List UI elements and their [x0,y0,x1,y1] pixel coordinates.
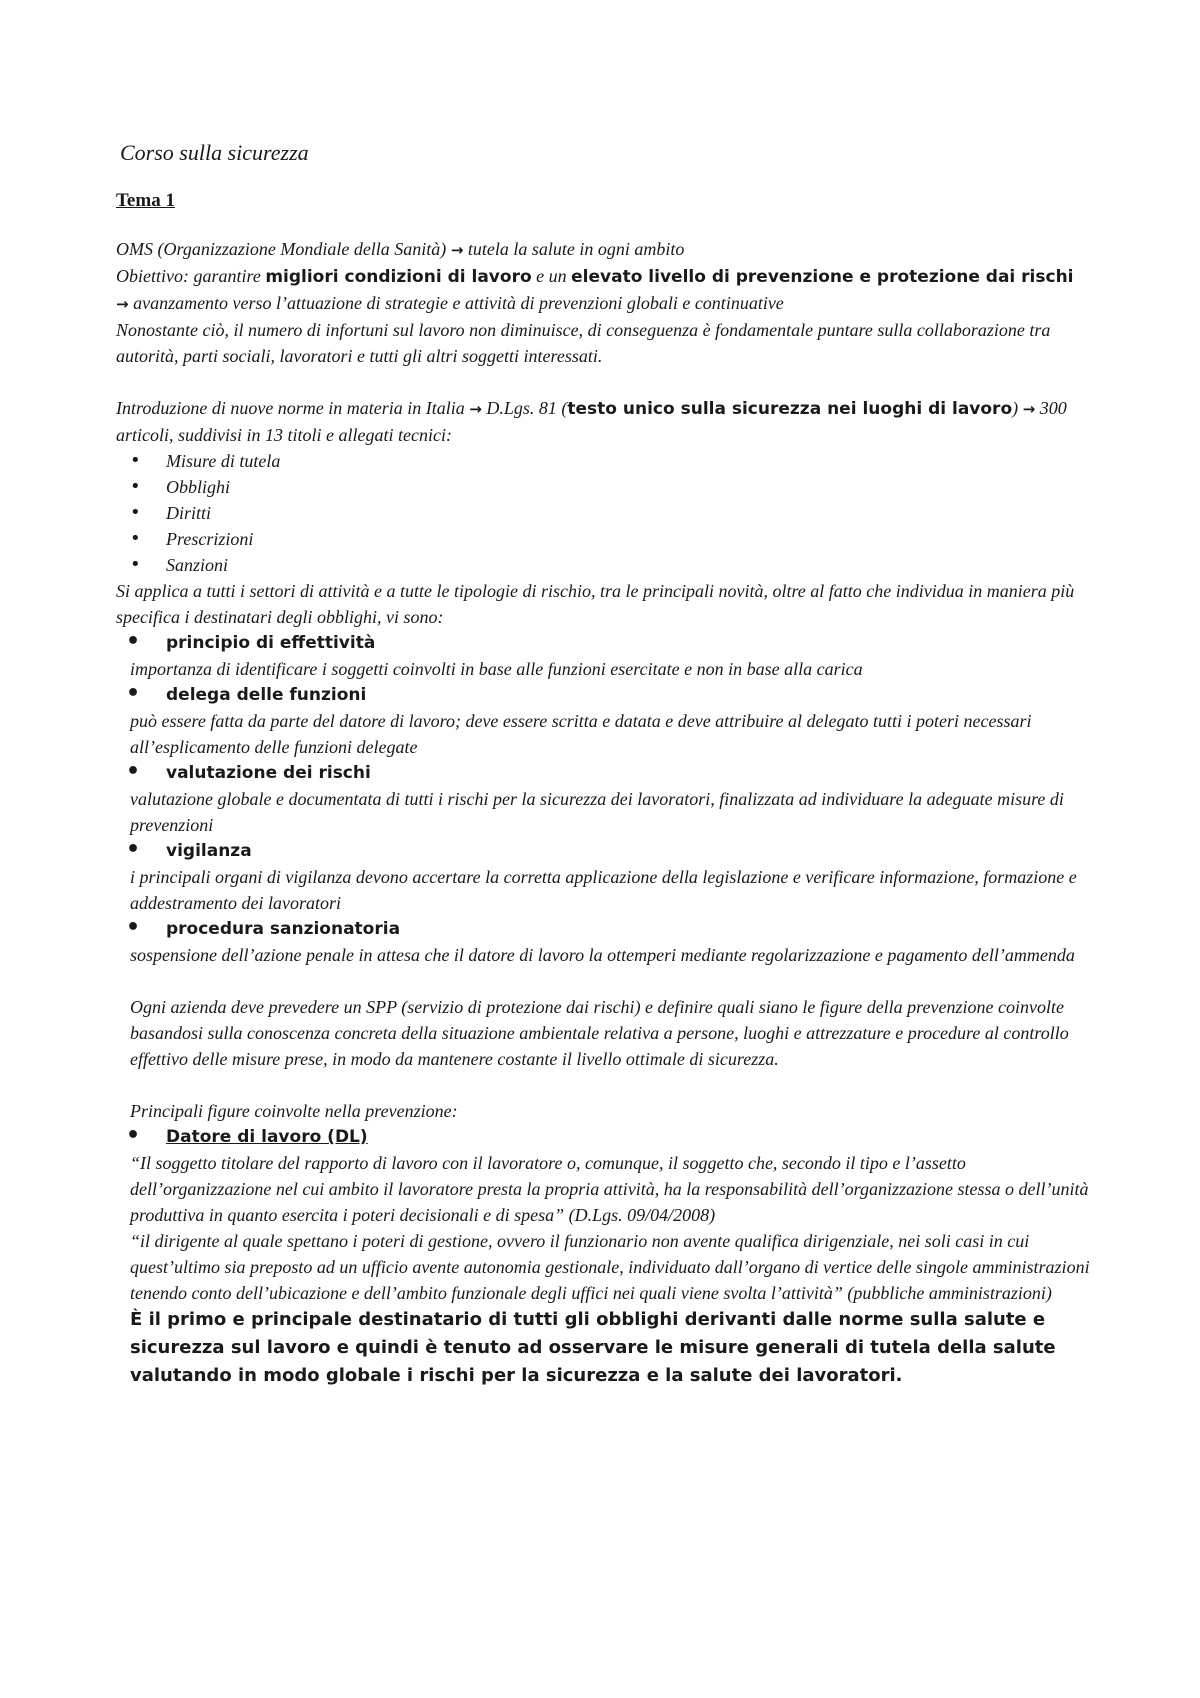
nonostante-paragraph: Nonostante ciò, il numero di infortuni sul lavoro non diminuisce, di conseguenza è fondamentale puntare sulla collaborazione tra autorità, parti sociali, lavoratori e tutti gli altri soggetti interessati. [116,320,1051,366]
novita-heading: • vigilanza [116,838,1096,864]
list-item: • Obblighi [116,474,1096,500]
spacer [116,369,1096,395]
list-item: • Misure di tutela [116,448,1096,474]
section-heading: Tema 1 [116,190,175,211]
arrow-right-icon: → [469,400,482,418]
intro-close: ) [1012,398,1019,418]
arrow-right-icon: → [450,241,464,259]
siapplica-paragraph: Si applica a tutti i settori di attività e a tutte le tipologie di rischio, tra le principali novità, oltre al fatto che individua in maniera più specifica i destinatari degli obblighi, vi sono: [116,581,1075,627]
obiettivo-mid: e un [531,266,572,286]
intro-bold: testo unico sulla sicurezza nei luoghi di lavoro [567,399,1013,419]
datore-summary: È il primo e principale destinatario di tutti gli obblighi derivanti dalle norme sulla salute e sicurezza sul lavoro e quindi è tenuto ad osservare le misure generali di tutela della salute valutando in modo globale i rischi per la sicurezza e la salute dei lavoratori. [130,1309,1056,1386]
list-item: • Prescrizioni [116,526,1096,552]
obiettivo-lead: Obiettivo: garantire [116,266,266,286]
datore-quote-1: “Il soggetto titolare del rapporto di lavoro con il lavoratore o, comunque, il soggetto che, secondo il tipo e l’assetto dell’organizzazione nel cui ambito il lavoratore presta la propria attività, ha la responsabilità dell’organizzazione stessa o dell’unità produttiva in quanto esercita i poteri decisionali e di spesa” (D.Lgs. 09/04/2008) [130,1153,1089,1225]
avanzamento-line [116,290,1096,317]
novita-heading: • valutazione dei rischi [116,760,1096,786]
arrow-right-icon: → [116,295,129,313]
spacer [116,968,1096,994]
ogni-azienda-paragraph: Ogni azienda deve prevedere un SPP (servizio di protezione dai rischi) e definire quali siano le figure della prevenzione coinvolte basandosi sulla conoscenza concreta della situazione ambientale relativa a persone, luoghi e attrezzature e procedure al controllo effettivo delle misure prese, in modo da mantenere costante il livello ottimale di sicurezza. [130,997,1069,1069]
list-item: • Sanzioni [116,552,1096,578]
introduzione-paragraph [116,395,1096,448]
oms-text: OMS (Organizzazione Mondiale della Sanità) [116,239,447,259]
principali-figure-label: Principali figure coinvolte nella prevenzione: [130,1101,458,1121]
oms-line [116,236,1096,263]
intro-articles: 300 articoli, suddivisi in 13 titoli e allegati tecnici: [116,398,1067,445]
obiettivo-bold-2: elevato livello di prevenzione e protezione dai rischi [571,267,1074,287]
document-body [116,140,1096,1390]
novita-desc: valutazione globale e documentata di tutti i rischi per la sicurezza dei lavoratori, finalizzata ad individuare la adeguate misure di prevenzioni [130,789,1064,835]
intro-lead: Introduzione di nuove norme in materia in Italia [116,398,465,418]
titoli-list [116,448,1096,578]
obiettivo-bold-1: migliori condizioni di lavoro [265,267,532,287]
intro-law: D.Lgs. 81 ( [486,398,568,418]
datore-quote-2: “il dirigente al quale spettano i poteri di gestione, ovvero il funzionario non avente qualifica dirigenziale, nei soli casi in cui quest’ultimo sia preposto ad un ufficio avente autonomia gestionale, individuato dall’organo di vertice delle singole amministrazioni tenendo conto dell’ubicazione e dell’ambito funzionale degli uffici nei quali viene svolta l’attività” (pubbliche amministrazioni) [130,1231,1090,1303]
page-title: Corso sulla sicurezza [120,140,309,165]
novita-list [116,630,1096,968]
obiettivo-paragraph [116,263,1096,290]
novita-heading: • procedura sanzionatoria [116,916,1096,942]
novita-desc: importanza di identificare i soggetti coinvolti in base alle funzioni esercitate e non in base alla carica [130,659,863,679]
novita-desc: i principali organi di vigilanza devono accertare la corretta applicazione della legislazione e verificare informazione, formazione e addestramento dei lavoratori [130,867,1077,913]
arrow-right-icon: → [1022,400,1036,418]
novita-desc: può essere fatta da parte del datore di lavoro; deve essere scritta e datata e deve attribuire al delegato tutti i poteri necessari all’esplicamento delle funzioni delegate [130,711,1032,757]
novita-heading: • delega delle funzioni [116,682,1096,708]
list-item: • Diritti [116,500,1096,526]
novita-desc: sospensione dell’azione penale in attesa che il datore di lavoro la ottemperi mediante regolarizzazione e pagamento dell’ammenda [130,945,1075,965]
datore-heading: • Datore di lavoro (DL) [116,1124,1096,1150]
spacer [116,1072,1096,1098]
oms-rest: tutela la salute in ogni ambito [467,239,685,259]
novita-heading: • principio di effettività [116,630,1096,656]
avanzamento-text: avanzamento verso l’attuazione di strategie e attività di prevenzioni globali e continuative [133,293,784,313]
